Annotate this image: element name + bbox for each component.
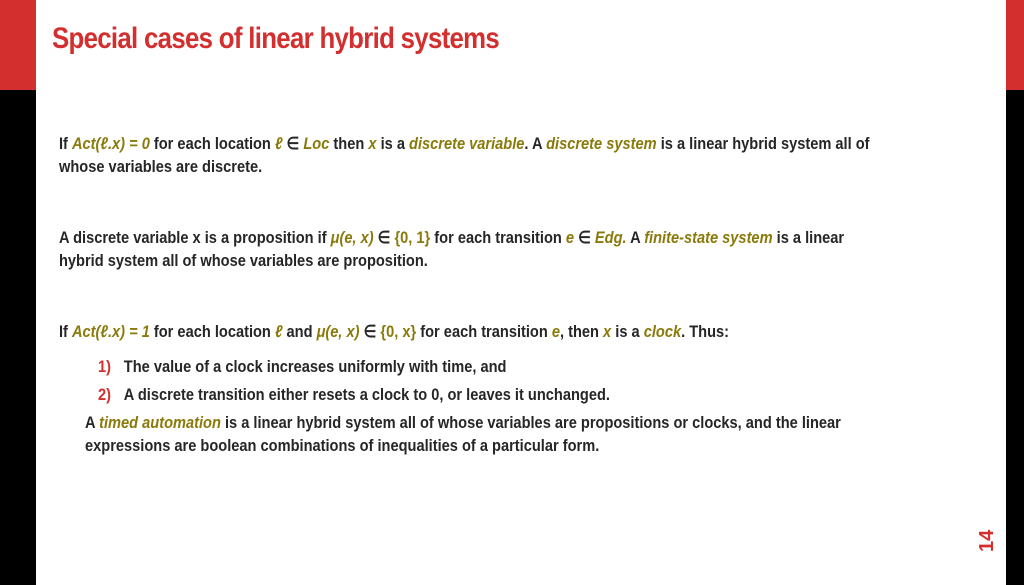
text: ∈: [359, 322, 381, 341]
right-accent-bar: [1006, 0, 1024, 90]
paragraph-timed-automation: [85, 411, 893, 457]
text: A: [85, 413, 100, 432]
list-text: A discrete transition either resets a clock to 0, or leaves it unchanged.: [123, 385, 610, 404]
text: ∈: [282, 134, 304, 153]
highlight: {0, x}: [380, 322, 417, 341]
paragraph-finite-state-system: [59, 226, 885, 272]
highlight: e: [565, 228, 575, 247]
highlight: {0, 1}: [394, 228, 431, 247]
text: , then: [560, 322, 604, 341]
text: for each location: [149, 322, 275, 341]
highlight: Act(ℓ.x) = 1: [71, 322, 150, 341]
text: ∈: [574, 228, 595, 247]
highlight: discrete system: [546, 134, 657, 153]
text: . A: [524, 134, 547, 153]
highlight: discrete variable: [409, 134, 525, 153]
text: for each transition: [430, 228, 566, 247]
paragraph-discrete-system: [59, 132, 885, 178]
text: A discrete variable x is a proposition if: [59, 228, 331, 247]
text: is a: [611, 322, 644, 341]
text: and: [282, 322, 317, 341]
right-dark-bar: [1006, 90, 1024, 585]
text: If: [59, 322, 72, 341]
slide-title: Special cases of linear hybrid systems: [52, 22, 500, 55]
left-accent-bar: [0, 0, 36, 90]
highlight: clock: [643, 322, 682, 341]
text: for each transition: [416, 322, 552, 341]
text: ∈: [373, 228, 395, 247]
list-item: [98, 355, 506, 378]
highlight: finite-state system: [644, 228, 773, 247]
text: . Thus:: [681, 322, 730, 341]
highlight: x: [368, 134, 377, 153]
page-number: 14: [976, 529, 998, 552]
highlight: x: [603, 322, 612, 341]
highlight: Loc: [303, 134, 330, 153]
text: If: [59, 134, 72, 153]
list-text: The value of a clock increases uniformly with time, and: [123, 357, 507, 376]
text: is a linear hybrid system all of whose variables are proposition.: [59, 228, 845, 270]
highlight: μ(e, x): [330, 228, 374, 247]
highlight: ℓ: [274, 134, 283, 153]
highlight: e: [551, 322, 561, 341]
slide-body: [36, 0, 1006, 585]
text: is a linear hybrid system all of whose variables are propositions or clocks, and the linear expressions are boolean combinations of inequalities of a particular form.: [85, 413, 841, 455]
text: is a linear hybrid system all of whose variables are discrete.: [59, 134, 870, 176]
highlight: Act(ℓ.x) = 0: [71, 134, 150, 153]
highlight: μ(e, x): [316, 322, 360, 341]
text: for each location: [149, 134, 275, 153]
highlight: Edg.: [594, 228, 627, 247]
list-number: 2): [98, 385, 112, 404]
highlight: timed automation: [99, 413, 221, 432]
text: A: [626, 228, 645, 247]
text: then: [329, 134, 369, 153]
list-item: [98, 383, 610, 406]
highlight: ℓ: [274, 322, 283, 341]
list-number: 1): [98, 357, 112, 376]
paragraph-clock: [59, 320, 885, 343]
text: is a: [376, 134, 410, 153]
